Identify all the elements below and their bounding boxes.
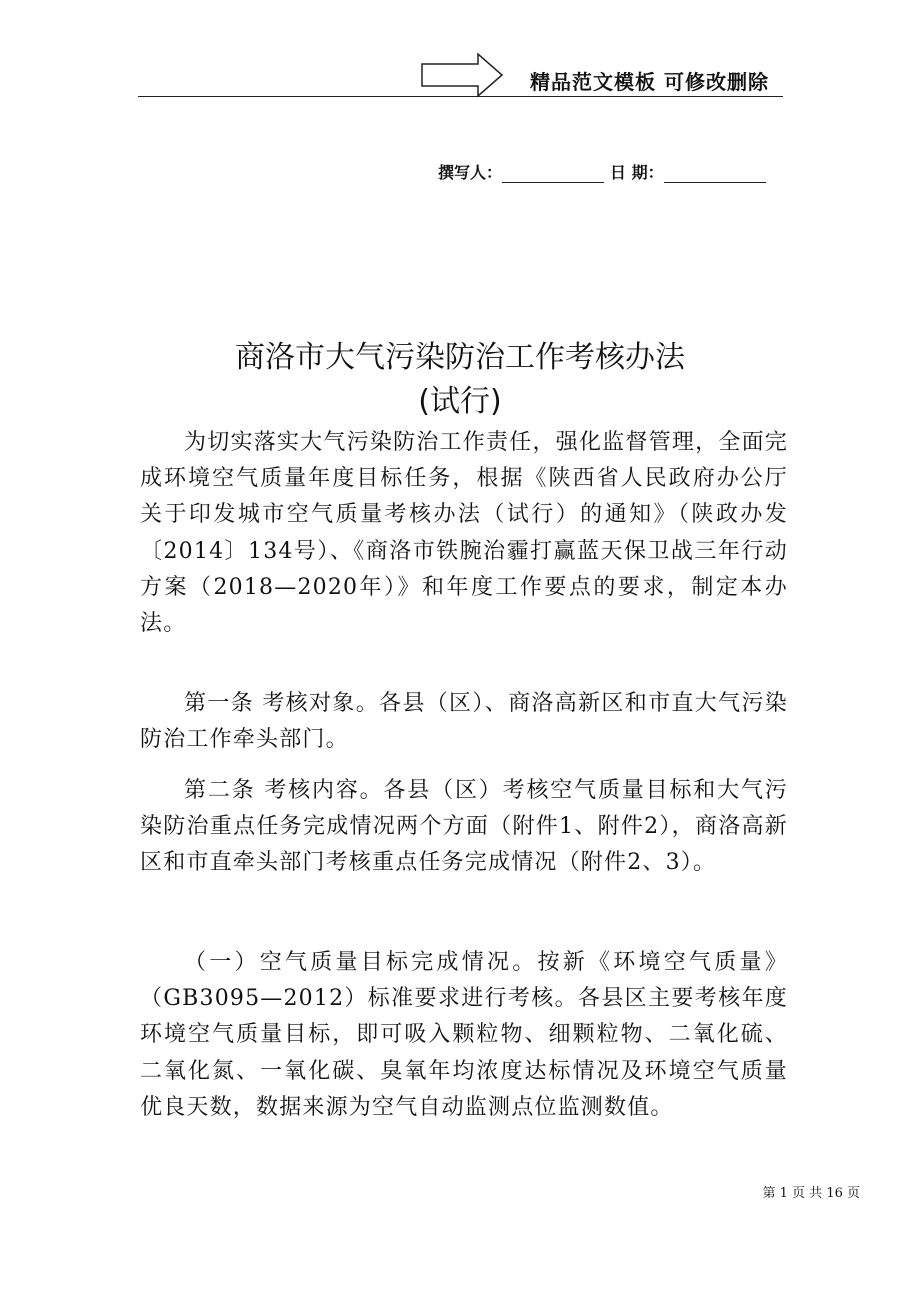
date-blank[interactable] (664, 164, 766, 183)
arrow-right-outline-icon (420, 52, 504, 98)
header-divider (138, 96, 783, 97)
paragraph: 第一条 考核对象。各县（区）、商洛高新区和市直大气污染防治工作牵头部门。 (140, 691, 788, 753)
header-label: 精品范文模板 可修改删除 (530, 70, 769, 94)
paragraph-article-2 (140, 773, 788, 882)
author-label: 撰写人： (438, 163, 503, 182)
document-subtitle: (试行) (418, 384, 502, 419)
paragraph: （一）空气质量目标完成情况。按新《环境空气质量》（GB3095—2012）标准要求进行考核。各县区主要考核年度环境空气质量目标，即可吸入颗粒物、细颗粒物、二氧化硫、二氧化氮、一氧化碳、臭氧年均浓度达标情况及环境空气质量优良天数，数据来源为空气自动监测点位监测数值。 (140, 950, 788, 1120)
signature-line (438, 160, 772, 183)
date-label: 日 期： (610, 163, 664, 182)
page-number: 第 1 页 共 16 页 (762, 1186, 860, 1201)
document-title: 商洛市大气污染防治工作考核办法 (235, 340, 685, 375)
paragraph-item-1 (140, 945, 788, 1126)
paragraph-intro (140, 425, 788, 642)
author-blank[interactable] (502, 164, 604, 183)
paragraph: 为切实落实大气污染防治工作责任，强化监督管理，全面完成环境空气质量年度目标任务，根据《陕西省人民政府办公厅关于印发城市空气质量考核办法（试行）的通知》（陕政办发〔2014〕134号）、《商洛市铁腕治霾打赢蓝天保卫战三年行动方案（2018—2020年）》和年度工作要点的要求，制定本办法。 (140, 430, 788, 637)
paragraph-article-1 (140, 686, 788, 758)
paragraph: 第二条 考核内容。各县（区）考核空气质量目标和大气污染防治重点任务完成情况两个方面（附件1、附件2），商洛高新区和市直牵头部门考核重点任务完成情况（附件2、3）。 (140, 778, 788, 876)
